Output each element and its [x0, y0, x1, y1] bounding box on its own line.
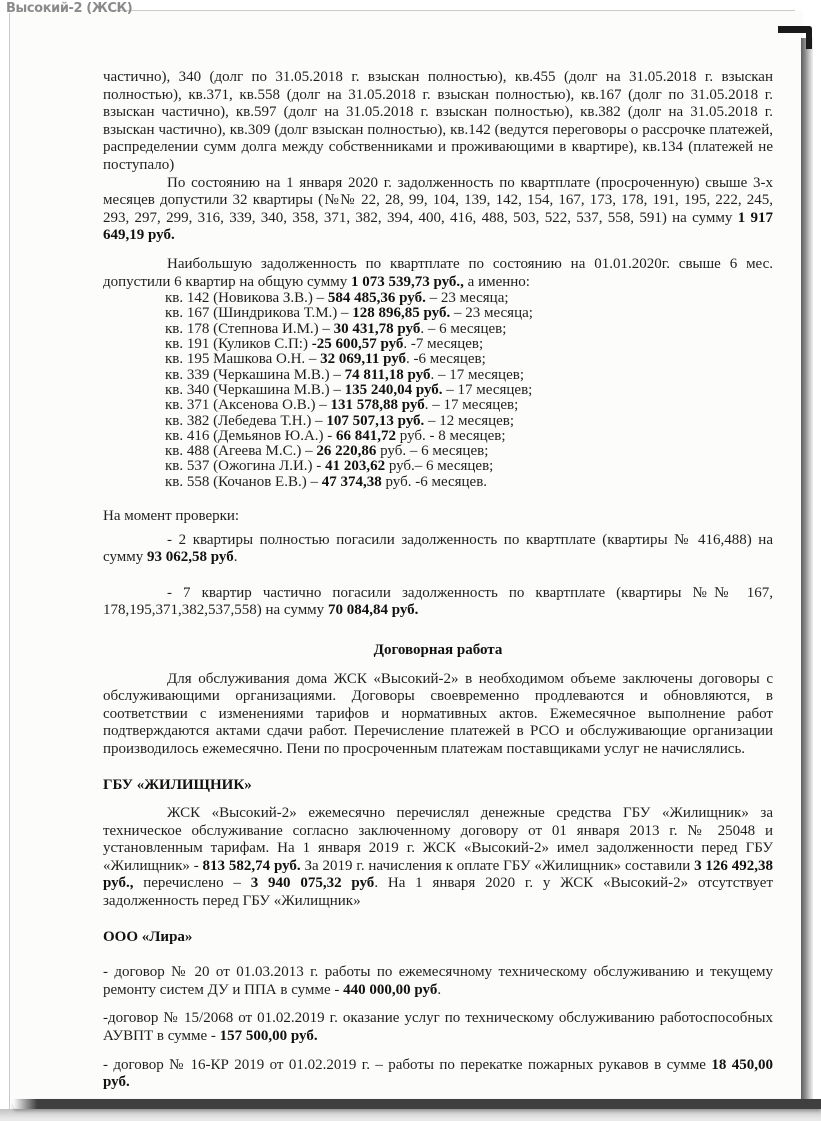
section-heading-gbu-zhilishchnik: ГБУ «ЖИЛИЩНИК» — [103, 776, 252, 793]
paragraph-contract-20: - договор № 20 от 01.03.2013 г. работы по ежемесячному техническому обслуживанию и текущему ремонту систем ДУ и ППА в сумме - 440 000,00 руб. — [103, 964, 773, 998]
debtor-list-item: кв. 488 (Агеева М.С.) – 26 220,86 руб. – 6 месяцев; — [165, 443, 489, 460]
document-text-flow — [103, 69, 773, 1092]
section-heading-contract-work: Договорная работа — [373, 641, 503, 658]
debtor-list-item: кв. 558 (Кочанов Е.В.) – 47 374,38 руб. -6 месяцев. — [165, 473, 488, 490]
scan-corner-mark — [778, 26, 812, 49]
paragraph-fully-repaid: - 2 квартиры полностью погасили задолженность по квартплате (квартиры № 416,488) на сумму 93 062,58 руб. — [103, 531, 773, 566]
scan-background-below — [0, 1109, 821, 1121]
debtor-list-item: кв. 167 (Шиндрикова Т.М.) – 128 896,85 руб. – 23 месяца; — [165, 305, 533, 322]
debtor-list-item: кв. 339 (Черкашина М.В.) – 74 811,18 руб. – 17 месяцев; — [165, 366, 524, 383]
scan-bottom-edge — [13, 1099, 821, 1109]
window-title: Высокий-2 (ЖСК) — [6, 1, 133, 16]
paragraph-contract-work-body: Для обслуживания дома ЖСК «Высокий-2» в необходимом объеме заключены договоры с обслуживающими организациями. Договоры своевременно продлеваются и обновляются, в соответствии с изменениями тарифов и нормативных актов. Ежемесячное выполнение работ подтверждаются актами сдачи работ. Перечисление платежей в РСО и обслуживающие организации производилось ежемесячно. Пени по просроченным платежам поставщиками услуг не начислялись. — [103, 670, 773, 757]
debtor-list-item: кв. 195 Машкова О.Н. – 32 069,11 руб. -6 месяцев; — [165, 351, 486, 368]
debtor-list-item: кв. 340 (Черкашина М.В.) – 135 240,04 руб. – 17 месяцев; — [165, 381, 533, 398]
debtor-list-item: кв. 371 (Аксенова О.В.) – 131 578,88 руб. – 17 месяцев; — [165, 397, 519, 414]
document-page — [10, 11, 803, 1101]
paragraph-debt-collection-status: частично), 340 (долг по 31.05.2018 г. взыскан полностью), кв.455 (долг на 31.05.2018 г. взыскан полностью), кв.371, кв.558 (долг на 31.05.2018 г. взыскан полностью), кв.167 (долг по 31.05.2018 г. взыскан частично), кв.597 (долг на 31.05.2018 г. взыскан полностью), кв.382 (долг на 31.05.2018 г. взыскан частично), кв.309 (долг взыскан полностью), кв.142 (ведутся переговоры о рассрочке платежей, распределении сумм долга между собственниками и проживающими в квартире), кв.134 (платежей не поступало) — [103, 69, 773, 173]
paragraph-partially-repaid: - 7 квартир частично погасили задолженность по квартплате (квартиры №№ 167, 178,195,371,382,537,558) на сумму 70 084,84 руб. — [103, 584, 773, 619]
paragraph-contract-16-kr: - договор № 16-КР 2019 от 01.02.2019 г. – работы по перекатке пожарных рукавов в сумме 18 450,00 руб. — [103, 1056, 773, 1091]
debtor-list-item: кв. 191 (Куликов С.П:) -25 600,57 руб. -7 месяцев; — [165, 336, 484, 353]
debtor-list-item: кв. 382 (Лебедева Т.Н.) – 107 507,13 руб. – 12 месяцев; — [165, 412, 515, 429]
paragraph-inspection-moment-label: На момент проверки: — [103, 507, 240, 524]
debtor-list-item: кв. 142 (Новикова З.В.) – 584 485,36 руб. – 23 месяца; — [165, 290, 509, 307]
debtor-list-item: кв. 416 (Демьянов Ю.А.) - 66 841,72 руб. - 8 месяцев; — [165, 427, 506, 444]
paragraph-overdue-6-months-intro: Наибольшую задолженность по квартплате по состоянию на 01.01.2020г. свыше 6 мес. допустили 6 квартир на общую сумму 1 073 539,73 руб., а именно: — [103, 255, 773, 290]
paragraph-overdue-3-months: По состоянию на 1 января 2020 г. задолженность по квартплате (просроченную) свыше 3-х месяцев допустили 32 квартиры (№№ 22, 28, 99, 104, 139, 142, 154, 167, 173, 178, 191, 195, 222, 245, 293, 297, 299, 316, 339, 340, 358, 371, 382, 394, 400, 416, 488, 503, 522, 537, 558, 591) на сумму 1 917 649,19 руб. — [103, 174, 774, 244]
debtor-list-item: кв. 178 (Степнова И.М.) – 30 431,78 руб. – 6 месяцев; — [165, 320, 507, 337]
scan-shadow-right — [801, 38, 813, 1104]
debtor-list-item: кв. 537 (Ожогина Л.И.) - 41 203,62 руб.– 6 месяцев; — [165, 458, 494, 475]
section-heading-ooo-lira: ООО «Лира» — [103, 928, 193, 945]
paragraph-contract-15-2068: -договор № 15/2068 от 01.02.2019 г. оказание услуг по техническому обслуживанию работоспособных АУВПТ в сумме - 157 500,00 руб. — [103, 1010, 773, 1045]
paragraph-gbu-zhilishchnik-body: ЖСК «Высокий-2» ежемесячно перечислял денежные средства ГБУ «Жилищник» за техническое обслуживание согласно заключенному договору от 01 января 2013 г. № 25048 и установленным тарифам. На 1 января 2019 г. ЖСК «Высокий-2» имел задолженности перед ГБУ «Жилищник» - 813 582,74 руб. За 2019 г. начисления к оплате ГБУ «Жилищник» составили 3 126 492,38 руб., перечислено – 3 940 075,32 руб. На 1 января 2020 г. у ЖСК «Высокий-2» отсутствует задолженность перед ГБУ «Жилищник» — [103, 805, 773, 910]
